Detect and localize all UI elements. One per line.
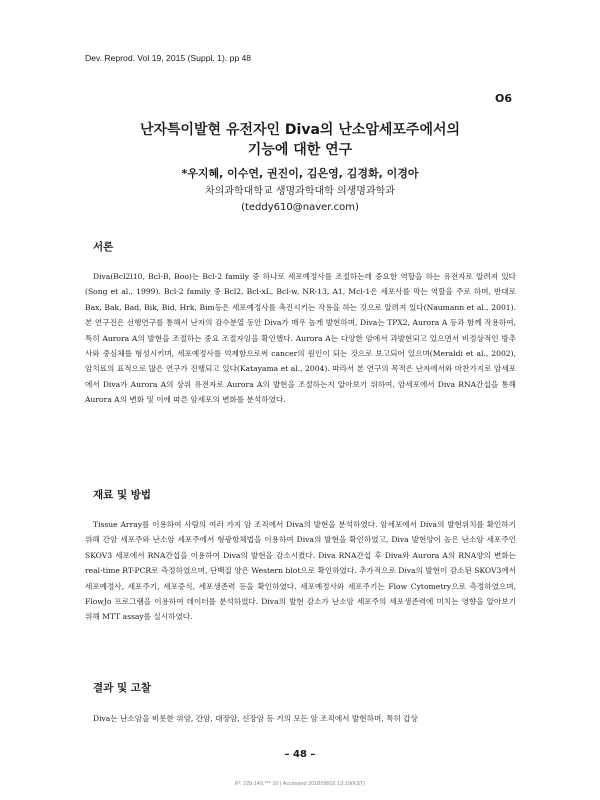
intro-paragraph: Diva(Bcl2l10, Bcl-B, Boo)는 Bcl-2 family 중 하나로 세포예정사를 조절하는데 중요한 역할을 하는 유전자로 알려져 있다(Song et al., 1999). Bcl-2 family 중 Bcl2, Bcl-xL, Bcl-w, NR-13, A1, Mcl-1은 세포사를 막는 역할을 주로 하며, 반대로 Bax, Bak, Bad, Bik, Bid, Hrk, Bim등은 세포예정사를 촉진시키는 작용을 하는 것으로 알려져 있다(Naumann et al., 2001). 본 연구진은 선행연구를 통해서 난자의 감수분열 동안 Diva가 매우 높게 발현하며, Diva는 TPX2, Aurora A 등과 함께 작용하여, 특히 Aurora A의 발현을 조절하는 중요 조절자임을 확인했다. Aurora A는 다양한 암에서 과발현되고 있으면서 비정상적인 방추사와 중심체를 형성시키며, 세포예정사를 억제함으로써 cancer의 원인이 되는 것으로 보고되어 있으며(Meraldi et al., 2002), 암치료의 표적으로 많은 연구가 진행되고 있다(Katayama et al., 2004). 따라서 본 연구의 목적은 난자에서와 마찬가지로 암세포에서 Diva가 Aurora A의 상위 유전자로 Aurora A의 발현을 조절하는지 알아보기 위하여, 암세포에서 Diva RNA간섭을 통해 Aurora A의 변화 및 이에 따른 암세포의 변화를 분석하였다. (85, 272, 516, 405)
affiliation (0, 184, 600, 216)
access-footer: IP: 220.149.*** 10 | Accessed 2018/08/02 13:19(KST) (234, 781, 366, 787)
abstract-code: O6 (494, 92, 512, 105)
author-list: *우지혜, 이수연, 권진이, 김은영, 김경화, 이경아 (181, 167, 419, 180)
results-paragraph: Diva는 난소암을 비롯한 위암, 간암, 대장암, 신장암 등 거의 모든 암 조직에서 발현하며, 특히 갑상 (93, 714, 418, 723)
journal-reference: Dev. Reprod. Vol 19, 2015 (Suppl. 1). pp 48 (85, 53, 252, 63)
title-line-1: 난자특이발현 유전자인 Diva의 난소암세포주에서의 (139, 122, 461, 138)
methods-paragraph: Tissue Array를 이용하여 사람의 여러 가지 암 조직에서 Diva의 발현을 분석하였다. 암세포에서 Diva의 발현위치를 확인하기 위해 간암 세포주와 난소암 세포주에서 형광항체법을 이용하여 Diva의 발현을 확인하였고, Diva 발현양이 높은 난소암 세포주인 SKOV3 세포에서 RNA간섭을 이용하여 Diva의 발현을 감소시켰다. Diva RNA간섭 후 Diva와 Aurora A의 RNA양의 변화는 real-time RT-PCR로 측정하였으며, 단백질 양은 Western blot으로 확인하였다. 추가적으로 Diva의 발현이 감소된 SKOV3에서 세포예정사, 세포주기, 세포증식, 세포생존력 등을 확인하였다. 세포예정사와 세포주기는 Flow Cytometry으로 측정하였으며, FlowJo 프로그램을 이용하여 데이터를 분석하였다. Diva의 발현 감소가 난소암 세포주의 세포생존력에 미치는 영향을 알아보기 위해 MTT assay를 실시하였다. (85, 520, 516, 622)
section-heading-intro: 서론 (93, 241, 114, 253)
section-heading-results: 결과 및 고찰 (93, 682, 152, 694)
institution: 차의과학대학교 생명과학대학 의생명과학과 (205, 186, 395, 197)
paper-title (0, 120, 600, 160)
section-heading-methods: 재료 및 방법 (93, 489, 152, 501)
title-line-2: 기능에 대한 연구 (247, 142, 353, 158)
contact-email: (teddy610@naver.com) (241, 202, 359, 213)
page-number: – 48 – (284, 749, 316, 760)
